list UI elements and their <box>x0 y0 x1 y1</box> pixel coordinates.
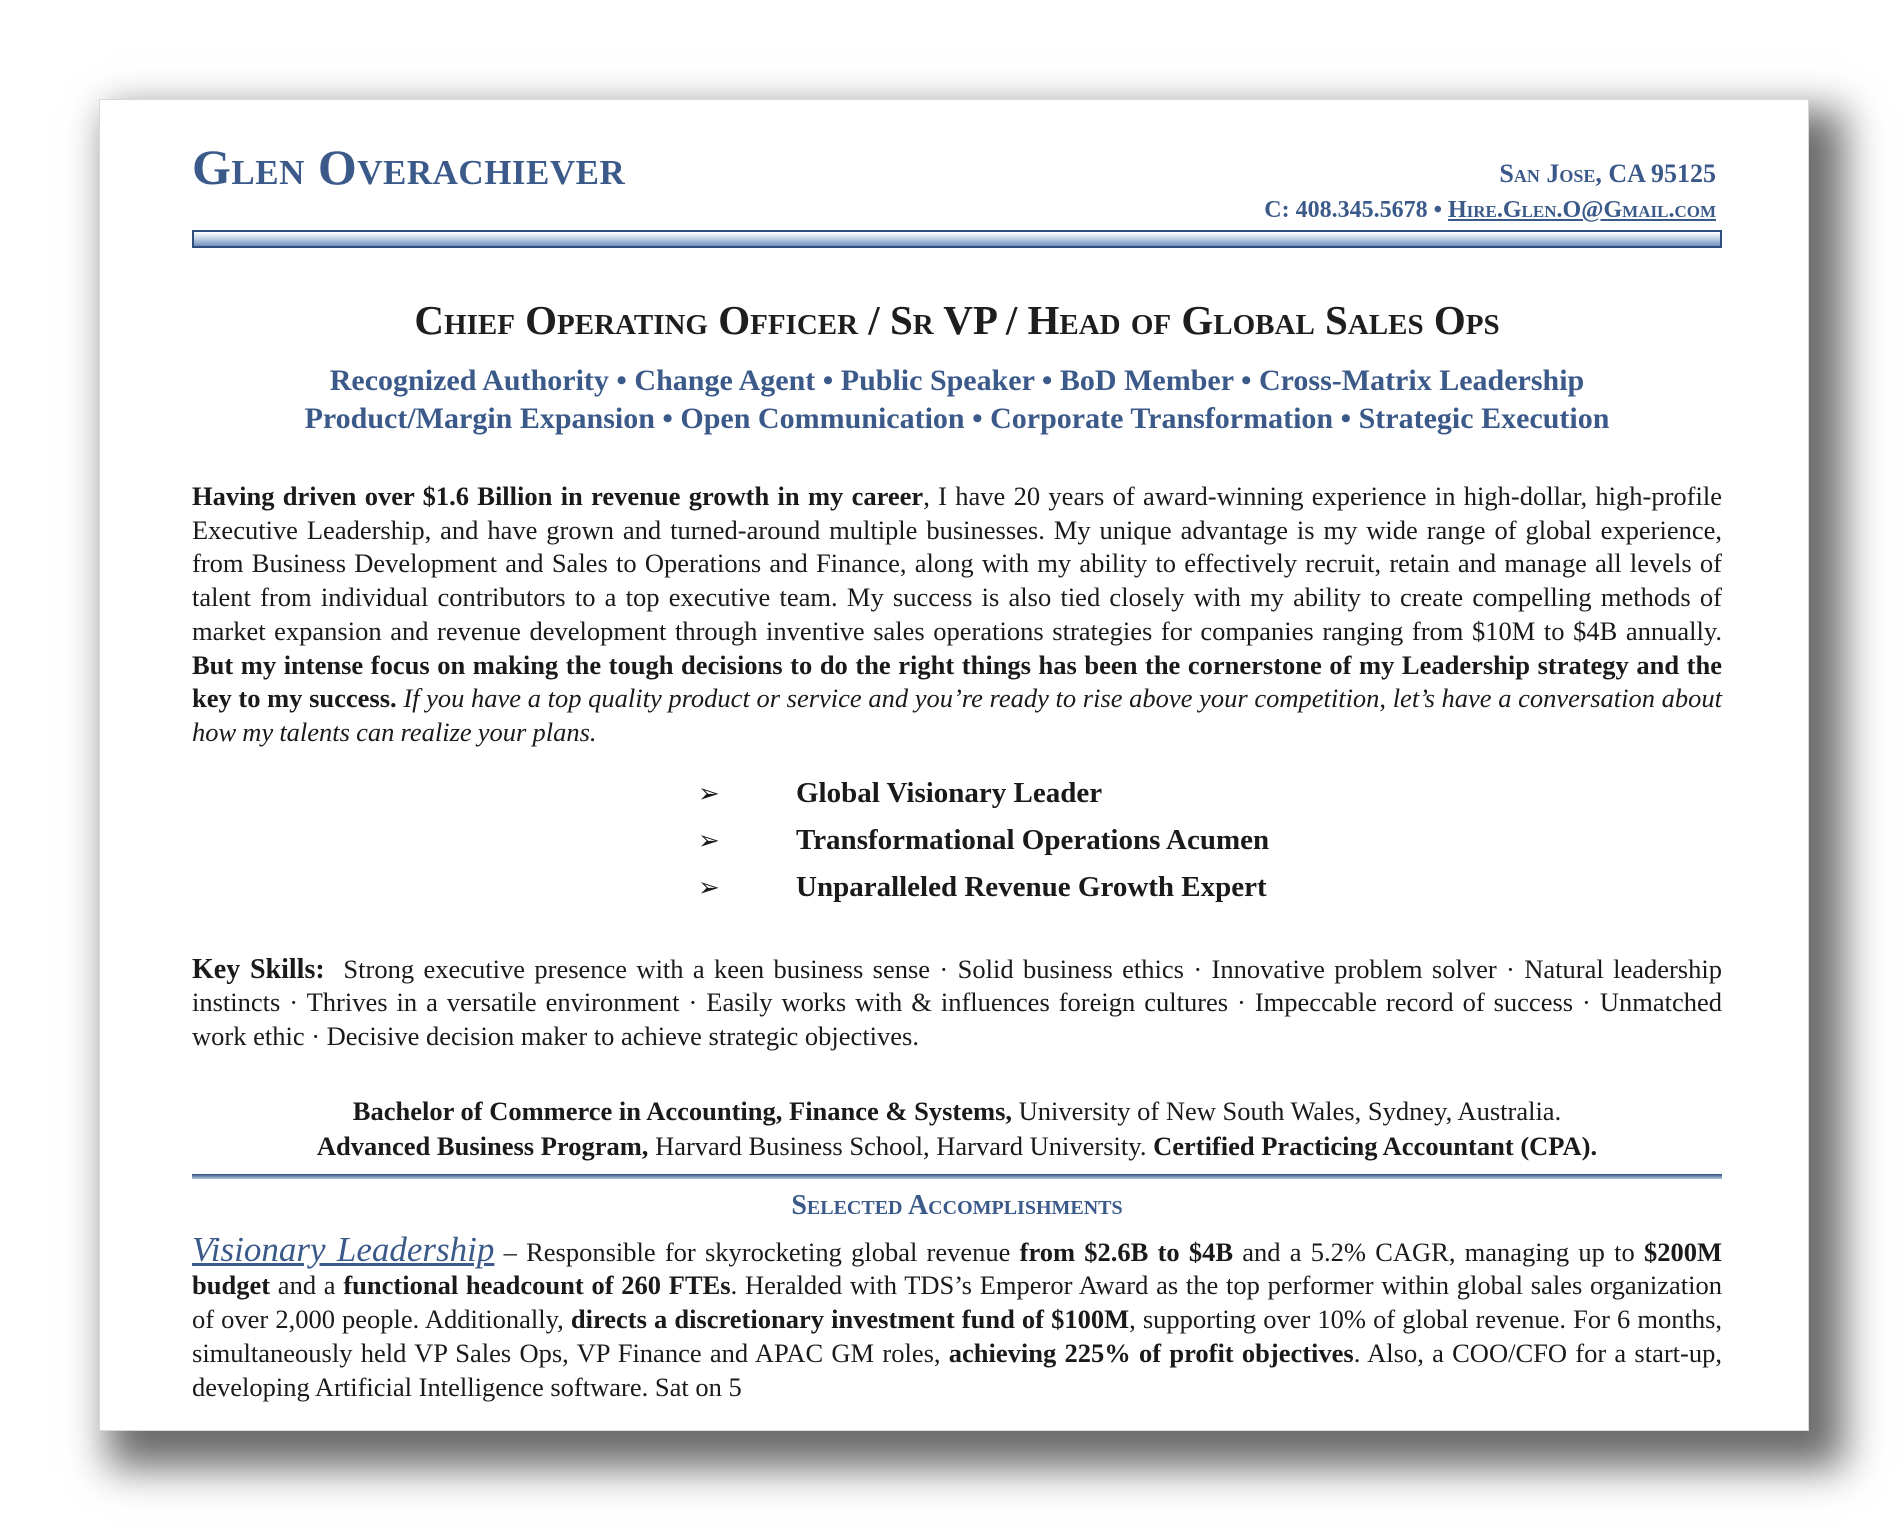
arrow-bullet-icon: ➢ <box>698 872 720 902</box>
key-skills <box>192 953 1722 1054</box>
accomplishment-text: and a <box>270 1270 344 1301</box>
address: San Jose, CA 95125 <box>1499 159 1716 188</box>
resume-page <box>100 100 1808 1430</box>
education-line-2 <box>192 1129 1722 1164</box>
degree-2-school: Harvard Business School, Harvard University. <box>648 1130 1154 1161</box>
summary-bold-intro: Having driven over $1.6 Billion in revenue growth in my career <box>192 481 924 511</box>
highlight-item <box>192 770 1722 817</box>
accomplishment-text: and a 5.2% CAGR, managing up to <box>1233 1236 1644 1267</box>
accomplishment-text: , supporting over 10% of global revenue. For 6 months, simultaneously held VP Sales Ops, VP Finance and APAC GM roles, <box>192 1304 1723 1368</box>
contact-info <box>1264 156 1716 228</box>
accomplishment-text: . Also, a COO/CFO for a start-up, developing Artificial Intelligence software. Sat on 5 <box>192 1337 1722 1402</box>
email-link[interactable]: Hire.Glen.O@Gmail.com <box>1447 197 1716 223</box>
highlight-text: Global Visionary Leader <box>796 776 1103 809</box>
certification: Certified Practicing Accountant (CPA). <box>1153 1130 1598 1161</box>
highlight-text: Unparalleled Revenue Growth Expert <box>796 870 1267 903</box>
highlights-list <box>192 770 1722 911</box>
resume-header <box>192 134 1722 224</box>
key-skills-text: Strong executive presence with a keen business sense · Solid business ethics · Innovative problem solver · Natural leadership instincts · Thrives in a versatile environment · Easily works with & influences foreign cultures · Impeccable record of success · Unmatched work ethic · Decisive decision maker to achieve strategic objectives. <box>192 953 1722 1052</box>
summary-italic-close: If you have a top quality product or service and you’re ready to rise above your competition, let’s have a conversation about how my talents can realize your plans. <box>192 683 1722 747</box>
highlight-text: Transformational Operations Acumen <box>796 823 1270 856</box>
summary-paragraph <box>192 480 1722 750</box>
accomplishment-highlight: $200M budget <box>192 1236 1722 1301</box>
degree-1-school: University of New South Wales, Sydney, Australia. <box>1012 1095 1562 1126</box>
accomplishment-highlight: directs a discretionary investment fund of $100M <box>570 1304 1130 1335</box>
headline-title: Chief Operating Officer / Sr VP / Head of Global Sales Ops <box>414 297 1500 343</box>
accomplishment-text: – Responsible for skyrocketing global revenue <box>494 1236 1020 1267</box>
arrow-bullet-icon: ➢ <box>698 778 720 808</box>
degree-1: Bachelor of Commerce in Accounting, Finance & Systems, <box>352 1095 1013 1126</box>
education <box>192 1094 1722 1164</box>
phone: C: 408.345.5678 <box>1264 197 1428 223</box>
highlight-item <box>192 864 1722 911</box>
candidate-name: Glen Overachiever <box>192 139 626 195</box>
accomplishment-highlight: achieving 225% of profit objectives <box>948 1337 1354 1368</box>
strengths-line-2: Product/Margin Expansion • Open Communication • Corporate Transformation • Strategic Execution <box>304 402 1610 435</box>
header-divider <box>192 230 1722 248</box>
degree-2: Advanced Business Program, <box>316 1130 649 1161</box>
bullet-separator: • <box>1433 197 1442 223</box>
accomplishment-title: Visionary Leadership <box>192 1229 495 1269</box>
strengths-tagline <box>192 362 1722 438</box>
education-line-1 <box>192 1094 1722 1129</box>
accomplishment-visionary-leadership <box>192 1229 1723 1405</box>
key-skills-label: Key Skills: <box>192 953 325 985</box>
accomplishment-text: . Heralded with TDS’s Emperor Award as the top performer within global sales organization of over 2,000 people. Additionally, <box>192 1270 1722 1335</box>
section-title-accomplishments: Selected Accomplishments <box>791 1189 1123 1221</box>
arrow-bullet-icon: ➢ <box>698 825 720 855</box>
summary-body: , I have 20 years of award-winning experience in high-dollar, high-profile Executive Leadership, and have grown and turned-around multiple businesses. My unique advantage is my wide range of global experience, from Business Development and Sales to Operations and Finance, along with my ability to effectively recruit, retain and manage all levels of talent from individual contributors to a top executive team. My success is also tied closely with my ability to create compelling methods of market expansion and revenue development through inventive sales operations strategies for companies ranging from $10M to $4B annually. <box>192 481 1722 646</box>
highlight-item <box>192 817 1722 864</box>
strengths-line-1: Recognized Authority • Change Agent • Public Speaker • BoD Member • Cross-Matrix Leadership <box>329 364 1585 397</box>
section-divider <box>192 1174 1722 1179</box>
accomplishment-highlight: from $2.6B to $4B <box>1019 1236 1234 1267</box>
resume-content <box>192 134 1722 1430</box>
phone-email-line <box>1264 192 1716 228</box>
summary-bold-focus: But my intense focus on making the tough decisions to do the right things has been the cornerstone of my Leadership strategy and the key to my success. <box>192 649 1722 714</box>
accomplishment-highlight: functional headcount of 260 FTEs <box>343 1270 731 1301</box>
